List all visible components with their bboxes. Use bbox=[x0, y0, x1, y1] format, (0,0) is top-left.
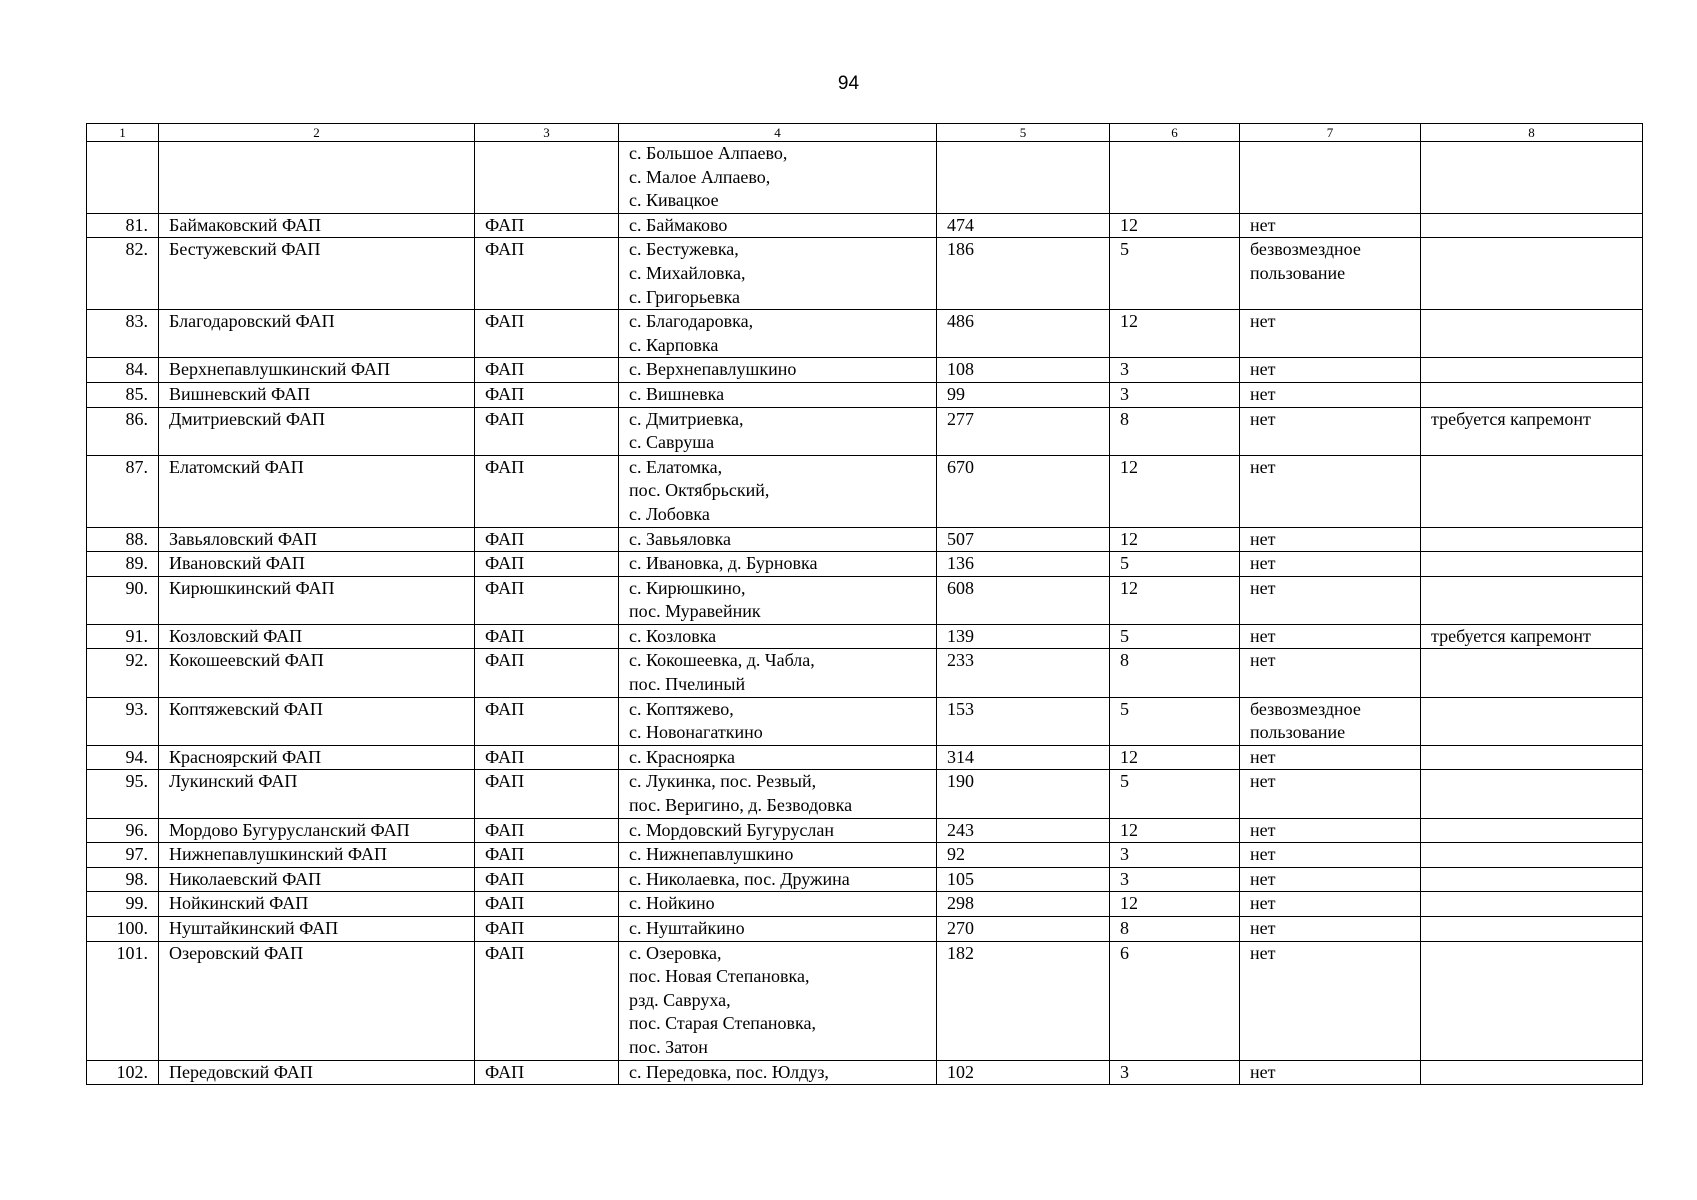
facility-type-cell: ФАП bbox=[475, 455, 619, 527]
settlements-cell: с. Бестужевка, с. Михайловка, с. Григорьевка bbox=[619, 238, 937, 310]
settlements-cell: с. Дмитриевка, с. Савруша bbox=[619, 407, 937, 455]
note-cell bbox=[1421, 213, 1643, 238]
settlements-cell: с. Коптяжево, с. Новонагаткино bbox=[619, 697, 937, 745]
population-cell: 314 bbox=[937, 745, 1110, 770]
note-cell bbox=[1421, 238, 1643, 310]
staff-cell: 6 bbox=[1110, 941, 1240, 1060]
note-cell bbox=[1421, 358, 1643, 383]
table-row bbox=[87, 745, 1643, 770]
settlements-cell: с. Благодаровка, с. Карповка bbox=[619, 310, 937, 358]
facility-type-cell: ФАП bbox=[475, 552, 619, 577]
facility-name-cell: Мордово Бугурусланский ФАП bbox=[159, 818, 475, 843]
facility-name-cell: Кирюшкинский ФАП bbox=[159, 576, 475, 624]
staff-cell: 5 bbox=[1110, 238, 1240, 310]
population-cell: 486 bbox=[937, 310, 1110, 358]
table-row bbox=[87, 358, 1643, 383]
row-number-cell: 85. bbox=[87, 382, 159, 407]
facility-name-cell: Озеровский ФАП bbox=[159, 941, 475, 1060]
note-cell bbox=[1421, 142, 1643, 214]
ownership-cell: нет bbox=[1240, 892, 1421, 917]
column-header: 3 bbox=[475, 124, 619, 142]
population-cell: 277 bbox=[937, 407, 1110, 455]
facility-type-cell: ФАП bbox=[475, 745, 619, 770]
table-header bbox=[87, 124, 1643, 142]
facility-name-cell: Передовский ФАП bbox=[159, 1060, 475, 1085]
ownership-cell: нет bbox=[1240, 576, 1421, 624]
population-cell: 608 bbox=[937, 576, 1110, 624]
population-cell: 474 bbox=[937, 213, 1110, 238]
settlements-cell: с. Завьяловка bbox=[619, 527, 937, 552]
ownership-cell: нет bbox=[1240, 941, 1421, 1060]
ownership-cell: нет bbox=[1240, 382, 1421, 407]
facility-name-cell: Кокошеевский ФАП bbox=[159, 649, 475, 697]
ownership-cell: нет bbox=[1240, 455, 1421, 527]
staff-cell: 8 bbox=[1110, 407, 1240, 455]
ownership-cell: нет bbox=[1240, 310, 1421, 358]
ownership-cell: нет bbox=[1240, 770, 1421, 818]
settlements-cell: с. Кирюшкино, пос. Муравейник bbox=[619, 576, 937, 624]
table-row bbox=[87, 238, 1643, 310]
population-cell: 186 bbox=[937, 238, 1110, 310]
facility-name-cell: Баймаковский ФАП bbox=[159, 213, 475, 238]
facility-type-cell: ФАП bbox=[475, 697, 619, 745]
table-row bbox=[87, 552, 1643, 577]
column-header: 7 bbox=[1240, 124, 1421, 142]
column-header: 2 bbox=[159, 124, 475, 142]
table-row bbox=[87, 624, 1643, 649]
population-cell: 233 bbox=[937, 649, 1110, 697]
population-cell: 670 bbox=[937, 455, 1110, 527]
staff-cell: 3 bbox=[1110, 843, 1240, 868]
facility-name-cell: Лукинский ФАП bbox=[159, 770, 475, 818]
row-number-cell: 90. bbox=[87, 576, 159, 624]
facility-type-cell: ФАП bbox=[475, 407, 619, 455]
settlements-cell: с. Нижнепавлушкино bbox=[619, 843, 937, 868]
note-cell bbox=[1421, 1060, 1643, 1085]
staff-cell: 5 bbox=[1110, 770, 1240, 818]
row-number-cell: 100. bbox=[87, 917, 159, 942]
row-number-cell: 82. bbox=[87, 238, 159, 310]
row-number-cell: 96. bbox=[87, 818, 159, 843]
ownership-cell: нет bbox=[1240, 818, 1421, 843]
staff-cell: 5 bbox=[1110, 552, 1240, 577]
note-cell bbox=[1421, 527, 1643, 552]
note-cell bbox=[1421, 843, 1643, 868]
facility-type-cell: ФАП bbox=[475, 818, 619, 843]
column-header: 6 bbox=[1110, 124, 1240, 142]
row-number-cell: 87. bbox=[87, 455, 159, 527]
population-cell: 298 bbox=[937, 892, 1110, 917]
settlements-cell: с. Нойкино bbox=[619, 892, 937, 917]
column-header: 4 bbox=[619, 124, 937, 142]
facility-name-cell: Благодаровский ФАП bbox=[159, 310, 475, 358]
facility-type-cell: ФАП bbox=[475, 527, 619, 552]
population-cell bbox=[937, 142, 1110, 214]
facility-type-cell: ФАП bbox=[475, 770, 619, 818]
note-cell bbox=[1421, 552, 1643, 577]
table-row bbox=[87, 576, 1643, 624]
population-cell: 139 bbox=[937, 624, 1110, 649]
table-row bbox=[87, 382, 1643, 407]
staff-cell: 5 bbox=[1110, 624, 1240, 649]
population-cell: 182 bbox=[937, 941, 1110, 1060]
settlements-cell: с. Озеровка, пос. Новая Степановка, рзд. Савруха, пос. Старая Степановка, пос. Затон bbox=[619, 941, 937, 1060]
facility-name-cell: Завьяловский ФАП bbox=[159, 527, 475, 552]
ownership-cell: нет bbox=[1240, 527, 1421, 552]
staff-cell: 12 bbox=[1110, 892, 1240, 917]
row-number-cell: 95. bbox=[87, 770, 159, 818]
facility-type-cell: ФАП bbox=[475, 892, 619, 917]
settlements-cell: с. Кокошеевка, д. Чабла, пос. Пчелиный bbox=[619, 649, 937, 697]
settlements-cell: с. Козловка bbox=[619, 624, 937, 649]
settlements-cell: с. Большое Алпаево, с. Малое Алпаево, с. Кивацкое bbox=[619, 142, 937, 214]
population-cell: 507 bbox=[937, 527, 1110, 552]
row-number-cell: 99. bbox=[87, 892, 159, 917]
row-number-cell: 84. bbox=[87, 358, 159, 383]
facility-type-cell: ФАП bbox=[475, 917, 619, 942]
facility-name-cell: Ивановский ФАП bbox=[159, 552, 475, 577]
facility-name-cell: Елатомский ФАП bbox=[159, 455, 475, 527]
staff-cell: 12 bbox=[1110, 745, 1240, 770]
note-cell bbox=[1421, 745, 1643, 770]
ownership-cell: нет bbox=[1240, 407, 1421, 455]
facility-type-cell bbox=[475, 142, 619, 214]
facility-type-cell: ФАП bbox=[475, 843, 619, 868]
note-cell: требуется капремонт bbox=[1421, 407, 1643, 455]
population-cell: 243 bbox=[937, 818, 1110, 843]
column-header: 8 bbox=[1421, 124, 1643, 142]
ownership-cell: нет bbox=[1240, 624, 1421, 649]
settlements-cell: с. Мордовский Бугуруслан bbox=[619, 818, 937, 843]
row-number-cell: 91. bbox=[87, 624, 159, 649]
row-number-cell: 98. bbox=[87, 867, 159, 892]
note-cell bbox=[1421, 892, 1643, 917]
table-row bbox=[87, 407, 1643, 455]
ownership-cell: нет bbox=[1240, 213, 1421, 238]
settlements-cell: с. Красноярка bbox=[619, 745, 937, 770]
table-row bbox=[87, 213, 1643, 238]
facility-name-cell bbox=[159, 142, 475, 214]
population-cell: 102 bbox=[937, 1060, 1110, 1085]
facility-type-cell: ФАП bbox=[475, 310, 619, 358]
ownership-cell bbox=[1240, 142, 1421, 214]
ownership-cell: нет bbox=[1240, 867, 1421, 892]
facility-name-cell: Нуштайкинский ФАП bbox=[159, 917, 475, 942]
row-number-cell: 102. bbox=[87, 1060, 159, 1085]
column-header: 5 bbox=[937, 124, 1110, 142]
row-number-cell bbox=[87, 142, 159, 214]
settlements-cell: с. Верхнепавлушкино bbox=[619, 358, 937, 383]
population-cell: 270 bbox=[937, 917, 1110, 942]
table-row bbox=[87, 818, 1643, 843]
staff-cell: 3 bbox=[1110, 358, 1240, 383]
settlements-cell: с. Елатомка, пос. Октябрьский, с. Лобовка bbox=[619, 455, 937, 527]
ownership-cell: нет bbox=[1240, 358, 1421, 383]
facility-type-cell: ФАП bbox=[475, 624, 619, 649]
ownership-cell: нет bbox=[1240, 1060, 1421, 1085]
note-cell: требуется капремонт bbox=[1421, 624, 1643, 649]
population-cell: 108 bbox=[937, 358, 1110, 383]
table-row bbox=[87, 697, 1643, 745]
facility-name-cell: Дмитриевский ФАП bbox=[159, 407, 475, 455]
staff-cell: 5 bbox=[1110, 697, 1240, 745]
table-row bbox=[87, 142, 1643, 214]
facility-name-cell: Бестужевский ФАП bbox=[159, 238, 475, 310]
population-cell: 99 bbox=[937, 382, 1110, 407]
row-number-cell: 83. bbox=[87, 310, 159, 358]
table-row bbox=[87, 843, 1643, 868]
facility-name-cell: Николаевский ФАП bbox=[159, 867, 475, 892]
staff-cell: 3 bbox=[1110, 1060, 1240, 1085]
facility-name-cell: Верхнепавлушкинский ФАП bbox=[159, 358, 475, 383]
table-row bbox=[87, 649, 1643, 697]
staff-cell: 12 bbox=[1110, 455, 1240, 527]
row-number-cell: 94. bbox=[87, 745, 159, 770]
facility-name-cell: Вишневский ФАП bbox=[159, 382, 475, 407]
row-number-cell: 86. bbox=[87, 407, 159, 455]
note-cell bbox=[1421, 867, 1643, 892]
table-row bbox=[87, 917, 1643, 942]
settlements-cell: с. Баймаково bbox=[619, 213, 937, 238]
table-row bbox=[87, 1060, 1643, 1085]
staff-cell: 8 bbox=[1110, 649, 1240, 697]
staff-cell bbox=[1110, 142, 1240, 214]
staff-cell: 12 bbox=[1110, 213, 1240, 238]
note-cell bbox=[1421, 697, 1643, 745]
note-cell bbox=[1421, 818, 1643, 843]
facility-name-cell: Красноярский ФАП bbox=[159, 745, 475, 770]
staff-cell: 8 bbox=[1110, 917, 1240, 942]
table-row bbox=[87, 527, 1643, 552]
row-number-cell: 89. bbox=[87, 552, 159, 577]
population-cell: 136 bbox=[937, 552, 1110, 577]
facility-type-cell: ФАП bbox=[475, 238, 619, 310]
note-cell bbox=[1421, 770, 1643, 818]
population-cell: 105 bbox=[937, 867, 1110, 892]
facility-type-cell: ФАП bbox=[475, 867, 619, 892]
table-row bbox=[87, 455, 1643, 527]
facilities-table bbox=[86, 123, 1643, 1085]
facility-name-cell: Нойкинский ФАП bbox=[159, 892, 475, 917]
row-number-cell: 101. bbox=[87, 941, 159, 1060]
ownership-cell: нет bbox=[1240, 843, 1421, 868]
ownership-cell: безвозмездное пользование bbox=[1240, 697, 1421, 745]
table-row bbox=[87, 892, 1643, 917]
settlements-cell: с. Вишневка bbox=[619, 382, 937, 407]
facility-type-cell: ФАП bbox=[475, 358, 619, 383]
facility-type-cell: ФАП bbox=[475, 213, 619, 238]
column-header: 1 bbox=[87, 124, 159, 142]
facility-type-cell: ФАП bbox=[475, 1060, 619, 1085]
page-number: 94 bbox=[837, 73, 860, 94]
ownership-cell: нет bbox=[1240, 649, 1421, 697]
note-cell bbox=[1421, 649, 1643, 697]
note-cell bbox=[1421, 382, 1643, 407]
facility-type-cell: ФАП bbox=[475, 382, 619, 407]
note-cell bbox=[1421, 941, 1643, 1060]
facility-type-cell: ФАП bbox=[475, 649, 619, 697]
table-body bbox=[87, 142, 1643, 1085]
table-row bbox=[87, 310, 1643, 358]
population-cell: 190 bbox=[937, 770, 1110, 818]
population-cell: 92 bbox=[937, 843, 1110, 868]
staff-cell: 12 bbox=[1110, 310, 1240, 358]
row-number-cell: 92. bbox=[87, 649, 159, 697]
facility-name-cell: Нижнепавлушкинский ФАП bbox=[159, 843, 475, 868]
note-cell bbox=[1421, 310, 1643, 358]
settlements-cell: с. Передовка, пос. Юлдуз, bbox=[619, 1060, 937, 1085]
table-row bbox=[87, 867, 1643, 892]
facility-name-cell: Козловский ФАП bbox=[159, 624, 475, 649]
facility-type-cell: ФАП bbox=[475, 941, 619, 1060]
table-row bbox=[87, 770, 1643, 818]
settlements-cell: с. Ивановка, д. Бурновка bbox=[619, 552, 937, 577]
note-cell bbox=[1421, 917, 1643, 942]
row-number-cell: 93. bbox=[87, 697, 159, 745]
population-cell: 153 bbox=[937, 697, 1110, 745]
ownership-cell: нет bbox=[1240, 917, 1421, 942]
staff-cell: 3 bbox=[1110, 867, 1240, 892]
staff-cell: 12 bbox=[1110, 818, 1240, 843]
staff-cell: 12 bbox=[1110, 576, 1240, 624]
ownership-cell: безвозмездное пользование bbox=[1240, 238, 1421, 310]
facility-name-cell: Коптяжевский ФАП bbox=[159, 697, 475, 745]
ownership-cell: нет bbox=[1240, 745, 1421, 770]
staff-cell: 3 bbox=[1110, 382, 1240, 407]
settlements-cell: с. Николаевка, пос. Дружина bbox=[619, 867, 937, 892]
note-cell bbox=[1421, 576, 1643, 624]
note-cell bbox=[1421, 455, 1643, 527]
row-number-cell: 88. bbox=[87, 527, 159, 552]
ownership-cell: нет bbox=[1240, 552, 1421, 577]
facility-type-cell: ФАП bbox=[475, 576, 619, 624]
column-number-row bbox=[87, 124, 1643, 142]
row-number-cell: 81. bbox=[87, 213, 159, 238]
table-row bbox=[87, 941, 1643, 1060]
settlements-cell: с. Лукинка, пос. Резвый, пос. Веригино, д. Безводовка bbox=[619, 770, 937, 818]
settlements-cell: с. Нуштайкино bbox=[619, 917, 937, 942]
row-number-cell: 97. bbox=[87, 843, 159, 868]
staff-cell: 12 bbox=[1110, 527, 1240, 552]
